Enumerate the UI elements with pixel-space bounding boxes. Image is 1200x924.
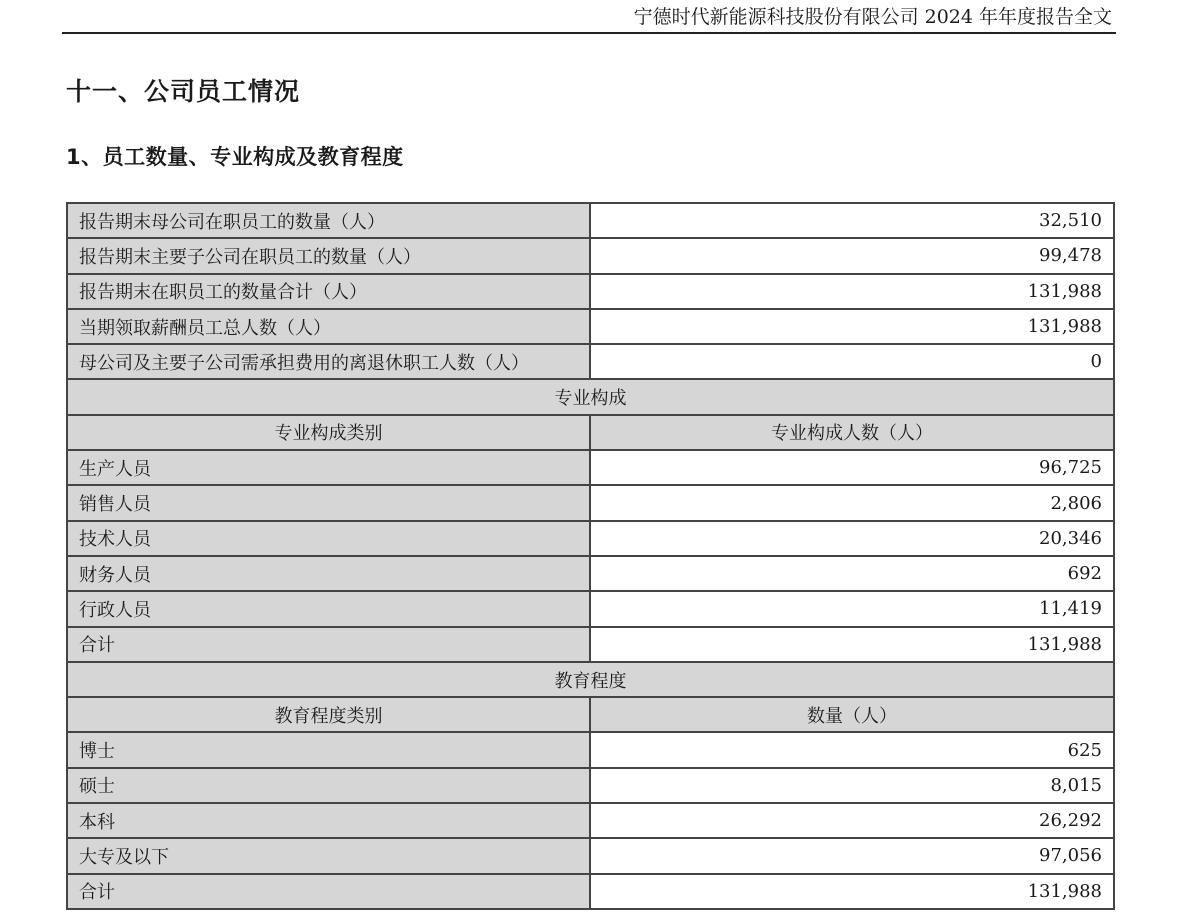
row-label: 报告期末主要子公司在职员工的数量（人） [67, 238, 590, 273]
row-value: 32,510 [590, 203, 1114, 238]
row-label: 生产人员 [67, 450, 590, 485]
employee-table [66, 202, 1115, 910]
table-row [67, 591, 1114, 626]
row-label: 当期领取薪酬员工总人数（人） [67, 309, 590, 344]
table-row [67, 344, 1114, 379]
row-label: 博士 [67, 732, 590, 767]
row-label: 本科 [67, 803, 590, 838]
section-header-row [67, 379, 1114, 414]
education-section-title: 教育程度 [67, 662, 1114, 697]
column-header-row [67, 697, 1114, 732]
row-value: 131,988 [590, 274, 1114, 309]
table-row [67, 203, 1114, 238]
row-value: 8,015 [590, 768, 1114, 803]
education-col-count: 数量（人） [590, 697, 1114, 732]
row-value: 20,346 [590, 521, 1114, 556]
professional-section-title: 专业构成 [67, 379, 1114, 414]
row-label: 合计 [67, 627, 590, 662]
row-label: 报告期末在职员工的数量合计（人） [67, 274, 590, 309]
row-value: 99,478 [590, 238, 1114, 273]
row-value: 96,725 [590, 450, 1114, 485]
row-value: 26,292 [590, 803, 1114, 838]
row-value: 692 [590, 556, 1114, 591]
running-header: 宁德时代新能源科技股份有限公司 2024 年年度报告全文 [62, 0, 1116, 34]
table-row [67, 309, 1114, 344]
row-value: 2,806 [590, 485, 1114, 520]
professional-col-count: 专业构成人数（人） [590, 415, 1114, 450]
row-value: 11,419 [590, 591, 1114, 626]
row-label: 销售人员 [67, 485, 590, 520]
professional-col-category: 专业构成类别 [67, 415, 590, 450]
row-value: 0 [590, 344, 1114, 379]
row-label: 行政人员 [67, 591, 590, 626]
table-row [67, 768, 1114, 803]
education-col-category: 教育程度类别 [67, 697, 590, 732]
table-row [67, 521, 1114, 556]
table-row [67, 803, 1114, 838]
table-row [67, 838, 1114, 873]
row-label: 母公司及主要子公司需承担费用的离退休职工人数（人） [67, 344, 590, 379]
row-label: 合计 [67, 874, 590, 909]
total-row [67, 874, 1114, 909]
row-value: 131,988 [590, 627, 1114, 662]
row-label: 大专及以下 [67, 838, 590, 873]
table-row [67, 238, 1114, 273]
table-row [67, 450, 1114, 485]
column-header-row [67, 415, 1114, 450]
row-value: 131,988 [590, 874, 1114, 909]
table-row [67, 485, 1114, 520]
total-row [67, 627, 1114, 662]
row-value: 625 [590, 732, 1114, 767]
section-subtitle: 1、员工数量、专业构成及教育程度 [66, 145, 404, 169]
row-label: 技术人员 [67, 521, 590, 556]
row-label: 报告期末母公司在职员工的数量（人） [67, 203, 590, 238]
row-label: 硕士 [67, 768, 590, 803]
table-row [67, 732, 1114, 767]
table-row [67, 556, 1114, 591]
section-title: 十一、公司员工情况 [66, 77, 301, 106]
section-header-row [67, 662, 1114, 697]
row-value: 131,988 [590, 309, 1114, 344]
table-row [67, 274, 1114, 309]
row-label: 财务人员 [67, 556, 590, 591]
row-value: 97,056 [590, 838, 1114, 873]
